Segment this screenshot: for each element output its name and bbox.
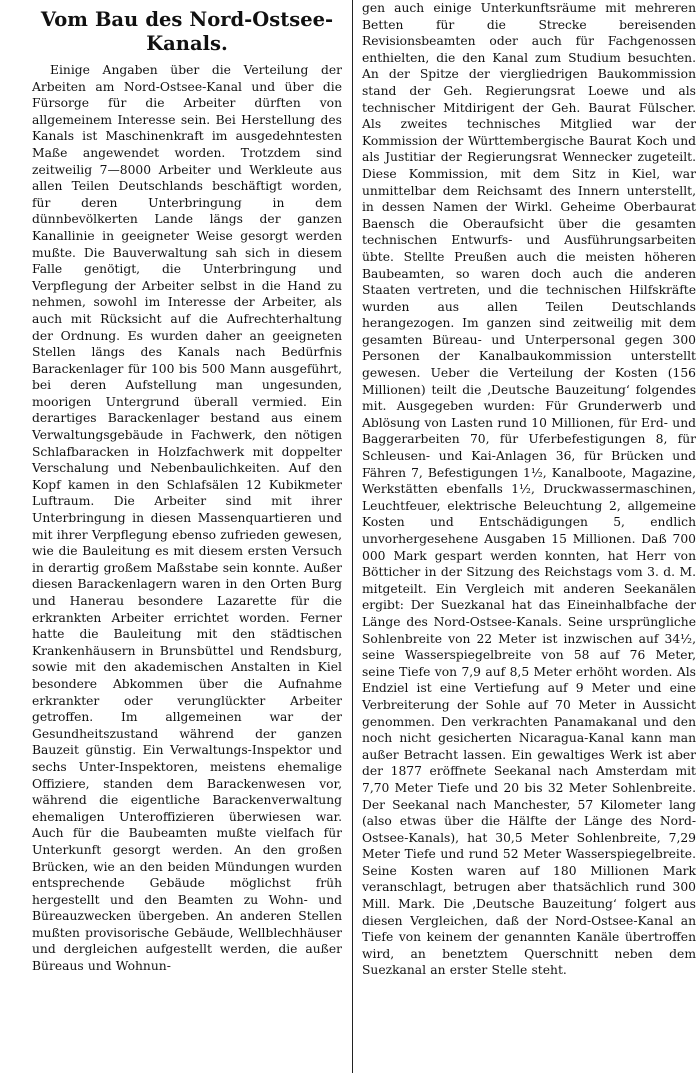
left-column bbox=[32, 0, 342, 1081]
article-title: Vom Bau des Nord-Ostsee-Kanals. bbox=[40, 8, 334, 55]
left-column-text: Einige Angaben über die Verteilung der Arbeiten am Nord-Ostsee-Kanal und über die Fürsorge für die Arbeiter dürften von allgemeinem Interesse sein. Bei Herstellung des Kanals ist Maschinenkraft im ausgedehntesten Maße angewendet worden. Trotzdem sind zeitweilig 7—8000 Arbeiter und Werkleute aus allen Teilen Deutschlands beschäftigt worden, für deren Unterbringung in dem dünnbevölkerten Lande längs der ganzen Kanallinie in geeigneter Weise gesorgt werden mußte. Die Bauverwaltung sah sich in diesem Falle genötigt, die Unterbringung und Verpflegung der Arbeiter selbst in die Hand zu nehmen, sowohl im Interesse der Arbeiter, als auch mit Rücksicht auf die Aufrechterhaltung der Ordnung. Es wurden daher an geeigneten Stellen längs des Kanals nach Bedürfnis Barackenlager für 100 bis 500 Mann ausgeführt, bei deren Aufstellung man ungesunden, moorigen Untergrund überall vermied. Ein derartiges Barackenlager bestand aus einem Verwaltungsgebäude in Fachwerk, den nötigen Schlafbaracken in Holzfachwerk mit doppelter Verschalung und Nebenbaulichkeiten. Auf den Kopf kamen in den Schlafsälen 12 Kubikmeter Luftraum. Die Arbeiter sind mit ihrer Unterbringung in diesen Massenquartieren und mit ihrer Verpflegung ebenso zufrieden gewesen, wie die Bauleitung es mit diesem ersten Versuch in derartig großem Maßstabe sein konnte. Außer diesen Barackenlagern waren in den Orten Burg und Hanerau besondere Lazarette für die erkrankten Arbeiter errichtet worden. Ferner hatte die Bauleitung mit den städtischen Krankenhäusern in Brunsbüttel und Rendsburg, sowie mit den akademischen Anstalten in Kiel besondere Abkommen über die Aufnahme erkrankter oder verunglückter Arbeiter getroffen. Im allgemeinen war der Gesundheitszustand während der ganzen Bauzeit günstig. Ein Verwaltungs-Inspektor und sechs Unter-Inspektoren, meistens ehemalige Offiziere, standen dem Barackenwesen vor, während die eigentliche Barackenverwaltung ehemaligen Unteroffizieren überwiesen war. Auch für die Baubeamten mußte vielfach für Unterkunft gesorgt werden. An den großen Brücken, wie an den beiden Mündungen wurden entsprechende Gebäude möglichst früh hergestellt und den Beamten zu Wohn- und Büreauzwecken übergeben. An anderen Stellen mußten provisorische Gebäude, Wellblechhäuser und dergleichen aufgestellt werden, die außer Büreaus und Wohnun- bbox=[32, 63, 342, 974]
right-column bbox=[362, 0, 696, 1073]
right-column-text: gen auch einige Unterkunftsräume mit mehreren Betten für die Strecke bereisenden Revisionsbeamten oder auch für Fachgenossen enthielten, die den Kanal zum Studium besuchten. An der Spitze der viergliedrigen Baukommission stand der Geh. Regierungsrat Loewe und als technischer Mitdirigent der Geh. Baurat Fülscher. Als zweites technisches Mitglied war der Kommission der Württembergische Baurat Koch und als Justitiar der Regierungsrat Wennecker zugeteilt. Diese Kommission, mit dem Sitz in Kiel, war unmittelbar dem Reichsamt des Innern unterstellt, in dessen Namen der Wirkl. Geheime Oberbaurat Baensch die Oberaufsicht über die gesamten technischen Entwurfs- und Ausführungsarbeiten übte. Stellte Preußen auch die meisten höheren Baubeamten, so waren doch auch die anderen Staaten vertreten, und die technischen Hilfskräfte wurden aus allen Teilen Deutschlands herangezogen. Im ganzen sind zeitweilig mit dem gesamten Büreau- und Unterpersonal gegen 300 Personen der Kanalbaukommission unterstellt gewesen. Ueber die Verteilung der Kosten (156 Millionen) teilt die ‚Deutsche Bauzeitung‘ folgendes mit. Ausgegeben wurden: Für Grunderwerb und Ablösung von Lasten rund 10 Millionen, für Erd- und Baggerarbeiten 70, für Uferbefestigungen 8, für Schleusen- und Kai-Anlagen 36, für Brücken und Fähren 7, Befestigungen 1½, Kanalboote, Magazine, Werkstätten ebenfalls 1½, Druckwassermaschinen, Leuchtfeuer, elektrische Beleuchtung 2, allgemeine Kosten und Entschädigungen 5, endlich unvorhergesehene Ausgaben 15 Millionen. Daß 700 000 Mark gespart werden konnten, hat Herr von Bötticher in der Sitzung des Reichstags vom 3. d. M. mitgeteilt. Ein Vergleich mit anderen Seekanälen ergibt: Der Suezkanal hat das Eineinhalbfache der Länge des Nord-Ostsee-Kanals. Seine ursprüngliche Sohlenbreite von 22 Meter ist inzwischen auf 34½, seine Wasserspiegelbreite von 58 auf 76 Meter, seine Tiefe von 7,9 auf 8,5 Meter erhöht worden. Als Endziel ist eine Vertiefung auf 9 Meter und eine Verbreiterung der Sohle auf 70 Meter in Aussicht genommen. Den verkrachten Panamakanal und den noch nicht gesicherten Nicaragua-Kanal kann man außer Betracht lassen. Ein gewaltiges Werk ist aber der 1877 eröffnete Seekanal nach Amsterdam mit 7,70 Meter Tiefe und 20 bis 32 Meter Sohlenbreite. Der Seekanal nach Manchester, 57 Kilometer lang (also etwas über die Hälfte der Länge des Nord-Ostsee-Kanals), hat 30,5 Meter Sohlenbreite, 7,29 Meter Tiefe und rund 52 Meter Wasserspiegelbreite. Seine Kosten waren auf 180 Millionen Mark veranschlagt, betrugen aber thatsächlich rund 300 Mill. Mark. Die ‚Deutsche Bauzeitung‘ folgert aus diesen Vergleichen, daß der Nord-Ostsee-Kanal an Tiefe von keinem der genannten Kanäle übertroffen wird, an benetztem Querschnitt neben dem Suezkanal an erster Stelle steht. bbox=[362, 1, 696, 978]
column-divider bbox=[352, 0, 353, 1073]
